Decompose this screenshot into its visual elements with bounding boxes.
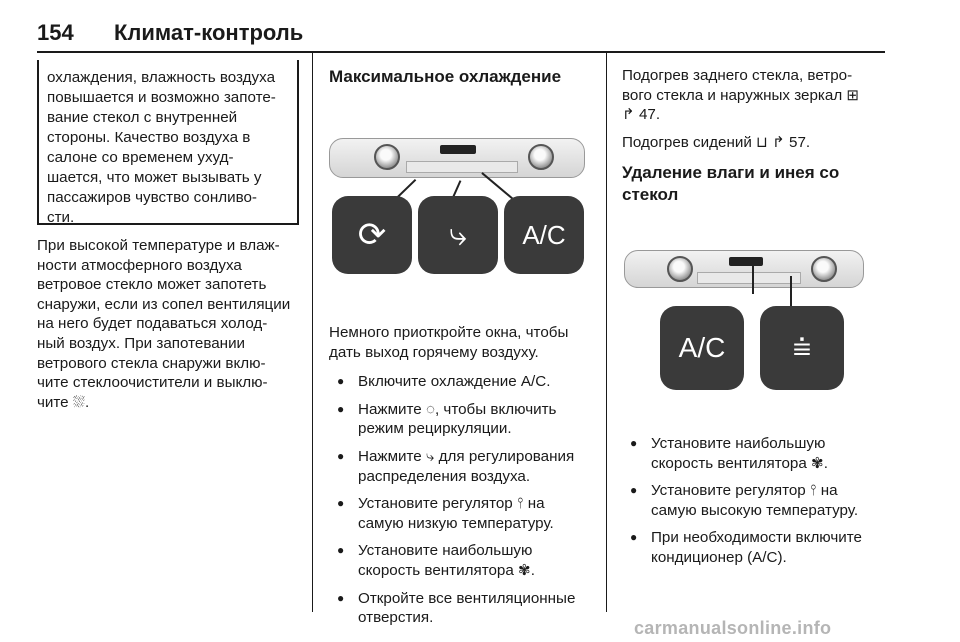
warning-box <box>37 60 299 225</box>
list-item: ● Установите наибольшую скорость вентилятора ✾. <box>329 541 597 580</box>
middle-body <box>329 323 597 636</box>
panel-button-strip <box>697 272 801 284</box>
watermark: carmanualsonline.info <box>634 618 832 638</box>
warning-line: повышается и возможно запоте- <box>47 89 276 106</box>
warning-line: охлаждения, влажность воздуха <box>47 69 276 86</box>
climate-panel <box>624 250 864 288</box>
right-top <box>622 66 888 206</box>
panel-button-strip <box>406 161 518 173</box>
climate-panel-figure-1 <box>329 138 585 278</box>
right-temp-knob <box>811 256 837 282</box>
paragraph-line: на него будет подаваться холод- <box>37 315 268 333</box>
column-divider-2 <box>606 52 607 612</box>
list-item: ● Установите регулятор ⫯ на самую низкую температуру. <box>329 494 597 533</box>
paragraph-line: чите стеклоочистители и выклю- <box>37 374 268 392</box>
section-heading: Удаление влаги и инея со стекол <box>622 163 840 205</box>
ac-button: A/C <box>504 196 584 274</box>
paragraph-line: ветрового стекла снаружи вклю- <box>37 354 266 372</box>
instruction-list <box>329 372 597 628</box>
warning-line: пассажиров чувство сонливо- <box>47 189 257 206</box>
leader-line <box>752 264 754 294</box>
page-number: 154 <box>37 20 74 45</box>
list-item: ● Откройте все вентиляционные отверстия. <box>329 589 597 628</box>
column-divider-1 <box>312 52 313 612</box>
warning-line: стороны. Качество воздуха в <box>47 129 251 146</box>
recirculation-icon: ⟳ <box>332 196 412 274</box>
right-temp-knob <box>528 144 554 170</box>
list-item: ● Установите регулятор ⫯ на самую высокую температуру. <box>622 481 890 520</box>
list-item: ● Нажмите ⤷ для регулирования распределения воздуха. <box>329 447 597 486</box>
panel-display <box>440 145 476 154</box>
list-item: ● При необходимости включите кондиционер (A/C). <box>622 528 890 567</box>
text-line: Подогрев заднего стекла, ветро- <box>622 67 853 84</box>
header-rule <box>37 51 885 53</box>
text-line: Подогрев сидений ⊔ ↱ 57. <box>622 133 811 151</box>
text-line: ↱ 47. <box>622 106 661 124</box>
left-temp-knob <box>374 144 400 170</box>
list-item: ● Установите наибольшую скорость вентилятора ✾. <box>622 434 890 473</box>
list-item: ● Включите охлаждение A/C. <box>329 372 597 392</box>
left-temp-knob <box>667 256 693 282</box>
list-item: ● Нажмите ◌, чтобы включить режим рециркуляции. <box>329 400 597 439</box>
panel-display <box>729 257 763 266</box>
intro-line: Немного приоткройте окна, чтобы <box>329 324 569 341</box>
paragraph-line: чите ⛆. <box>37 393 90 411</box>
warning-line: салоне со временем ухуд- <box>47 149 234 166</box>
instruction-list <box>622 434 890 568</box>
ac-button: A/C <box>660 306 744 390</box>
paragraph-line: снаружи, если из сопел вентиляции <box>37 295 291 313</box>
chapter-title: Климат-контроль <box>114 20 304 45</box>
middle-heading-wrap <box>329 66 599 96</box>
page-header <box>37 8 885 52</box>
warning-line: вание стекол с внутренней <box>47 109 238 126</box>
warning-line: сти. <box>47 209 75 226</box>
paragraph-line: ный воздух. При запотевании <box>37 334 246 352</box>
warning-line: шается, что может вызывать у <box>47 169 262 186</box>
leader-line <box>790 276 792 306</box>
climate-panel <box>329 138 585 178</box>
rear-defrost-icon: ⩧ <box>760 306 844 390</box>
section-heading: Максимальное охлаждение <box>329 67 562 86</box>
paragraph-line: ветровое стекло может запотеть <box>37 276 267 294</box>
text-line: вого стекла и наружных зеркал ⊞ <box>622 86 860 104</box>
climate-panel-figure-2 <box>624 250 864 400</box>
intro-line: дать выход горячему воздуху. <box>329 343 539 361</box>
paragraph-line: При высокой температуре и влаж- <box>37 237 280 254</box>
air-distribution-icon: ⤷ <box>418 196 498 274</box>
paragraph-line: ности атмосферного воздуха <box>37 256 242 274</box>
right-body <box>622 434 890 576</box>
left-paragraph <box>37 236 305 412</box>
